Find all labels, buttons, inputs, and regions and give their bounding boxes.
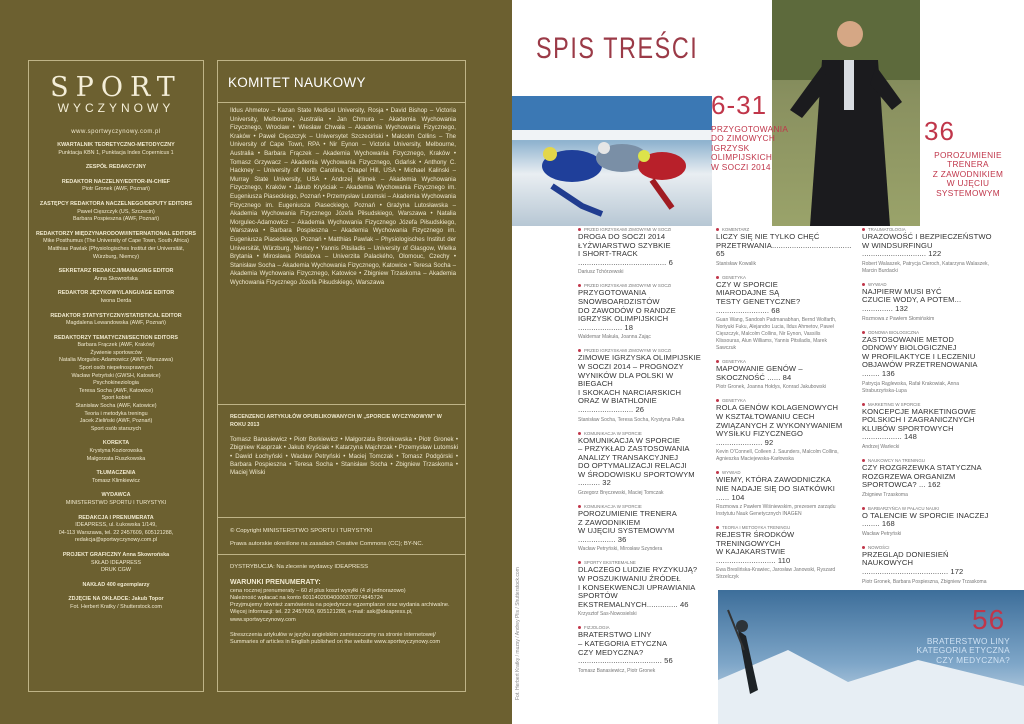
masthead-text: Iwona Derda (100, 297, 132, 304)
right-column (217, 60, 466, 692)
toc-entry[interactable] (862, 281, 992, 323)
toc-entry[interactable] (862, 226, 992, 275)
toc-category: PRZED IGRZYSKAMI ZIMOWYMI W SOCZI (578, 282, 708, 289)
feature-caption: PRZYGOTOWANIA DO ZIMOWYCH IGRZYSK OLIMPIJSKICH W SOCZI 2014 (711, 124, 789, 172)
masthead-entry (35, 335, 197, 434)
toc-authors: Ewa Breslińska-Krawiec, Jarosław Janowski, Ryszard Strzelczyk (716, 567, 836, 581)
masthead-text: Mike Posthumus (The University of Cape Town, South Africa) Matthias Pawlak (Physiologisches Institut der Universität, Würzburg, Niemcy) (43, 238, 189, 260)
toc-column (578, 226, 708, 681)
feature-number: 56 (972, 604, 1006, 635)
masthead-entry (35, 142, 197, 157)
toc-entry[interactable] (716, 524, 846, 581)
toc-title[interactable]: LICZY SIĘ NIE TYLKO CHĘĆ PRZETRWANIA.................................... 65 (716, 232, 852, 259)
masthead-text: Anna Skowrońska (94, 275, 138, 282)
toc-title[interactable]: MAPOWANIE GENÓW – SKOCZNOŚĆ ...... 84 (716, 364, 803, 382)
masthead-heading: REDAKTOR JĘZYKOWY/LANGUAGE EDITOR (57, 290, 175, 297)
toc-entry[interactable] (862, 544, 992, 586)
toc-entry[interactable] (862, 329, 992, 395)
toc-title[interactable]: O TALENCIE W SPORCIE INACZEJ ........ 168 (862, 510, 989, 529)
recenzenci-text: Tomasz Banasiewicz • Piotr Borkiewicz • Małgorzata Bronikowska • Piotr Gronek • Zbigniew Kasprzak • Jakub Kryściak • Katarzyna Majchrzak • Przemysław Lutomski • Dawid Łochyński • Wacław Petryński • Maciej Tomczak • Tomasz Podgórski • Barbara Pospieszna • Teresa Socha • Stanisław Socha • Zbigniew Trzaskoma • Maciej Wilski (230, 435, 458, 477)
toc-entry[interactable] (578, 624, 708, 674)
masthead-text: MINISTERSTWO SPORTU I TURYSTYKI (65, 499, 167, 506)
masthead-heading: TŁUMACZENIA (96, 470, 136, 477)
toc-authors: Patrycja Rąglewska, Rafał Krakowiak, Anna Straburzyńska-Lupa (862, 380, 959, 394)
toc-authors: Stanisław Kowalik (716, 260, 757, 267)
toc-title[interactable]: DROGA DO SOCZI 2014 ŁYŻWIARSTWO SZYBKIE I SHORT-TRACK ........................................ 6 (578, 232, 673, 267)
masthead-entry (35, 164, 197, 172)
feature-number: 36 (924, 116, 955, 146)
masthead-entry (35, 231, 197, 261)
masthead-heading: REDAKCJA I PRENUMERATA (78, 514, 154, 521)
toc-entry[interactable] (716, 469, 846, 518)
toc-entry[interactable] (716, 358, 846, 391)
masthead-heading: KWARTALNIK TEORETYCZNO-METODYCZNY (57, 142, 175, 148)
toc-title[interactable]: ZIMOWE IGRZYSKA OLIMPIJSKIE W SOCZI 2014 – PROGNOZY WYNIKÓW DLA POLSKI W BIEGACH I SKOKACH NARCIARSKICH ORAZ W BIATHLONIE ......................... 26 (578, 353, 701, 414)
toc-entry[interactable] (862, 505, 992, 538)
masthead-heading: ZESPÓŁ REDAKCYJNY (85, 164, 147, 171)
toc-category: BARBARZYŃCA W PAŁACU NAUKI (862, 505, 992, 512)
masthead-entry (35, 179, 197, 194)
toc-authors: Andrzej Warlecki (862, 443, 900, 450)
toc-authors: Piotr Gronek, Barbara Pospieszna, Zbigniew Trzaskoma (862, 578, 987, 585)
toc-authors: Robert Walaszek, Patrycja Cieroch, Katarzyna Walaszek, Marcin Burdacki (862, 260, 989, 274)
dystrybucja-text: DYSTRYBUCJA: Na zlecenie wydawcy IDEAPRESS (230, 564, 369, 570)
toc-title[interactable]: DLACZEGO LUDZIE RYZYKUJĄ? W POSZUKIWANIU ŹRÓDEŁ I KONSEKWENCJI UPRAWIANIA SPORTÓW EKSTREMALNYCH.............. 46 (578, 565, 698, 609)
logo-sport: SPORT (50, 72, 182, 103)
toc-entry[interactable] (716, 226, 852, 268)
masthead-text: SKŁAD IDEAPRESS DRUK CGW (90, 559, 142, 574)
toc-title[interactable]: PRZYGOTOWANIA SNOWBOARDZISTÓW DO ZAWODÓW O RANDZE IGRZYSK OLIMPIJSKICH .................... 18 (578, 288, 676, 332)
logo-wyczynowy: WYCZYNOWY (57, 101, 175, 115)
masthead-text: Magdalena Lewandowska (AWF, Poznań) (66, 320, 166, 327)
website-link[interactable]: www.sportwyczynowy.com.pl (71, 129, 161, 135)
masthead-heading: WYDAWCA (101, 492, 131, 499)
toc-category: GENETYKA (716, 358, 846, 365)
toc-authors: Rozmowa z Pawłem Wiśniewskim, prezesem zarządu Instytutu Nauk Genetycznych INAGEN (716, 504, 836, 518)
toc-title[interactable]: NAJPIERW MUSI BYĆ CZUCIE WODY, A POTEM... .............. 132 (862, 286, 962, 313)
toc-authors: Wacław Petryński (862, 530, 902, 537)
masthead-text: Paweł Cięszczyk (US, Szczecin) Barbara Pospieszna (AWF, Poznań) (72, 208, 160, 223)
toc-category: WYWIAD (862, 281, 992, 288)
toc-entry[interactable] (716, 274, 846, 352)
divider (218, 404, 465, 405)
toc-category: NOWOŚCI (862, 544, 992, 551)
toc-title[interactable]: REJESTR ŚRODKÓW TRENINGOWYCH W KAJAKARSTWIE ........................... 110 (716, 530, 795, 565)
toc-title[interactable]: BRATERSTWO LINY – KATEGORIA ETYCZNA CZY MEDYCZNA? ...................................... 56 (578, 630, 673, 666)
recenzenci-title: RECENZENCI ARTYKUŁÓW OPUBLIKOWANYCH W „SPORCIE WYCZYNOWYM” W ROKU 2013 (230, 414, 442, 429)
dystrybucja-section (230, 563, 458, 646)
toc-category: KOMUNIKACJA W SPORCIE (578, 430, 708, 437)
toc-category: WYWIAD (716, 469, 846, 476)
masthead-heading: PROJEKT GRAFICZNY Anna Skowrońska (62, 551, 170, 558)
toc-category: TEORIA I METODYKA TRENINGU (716, 524, 846, 531)
toc-authors: Dariusz Tchórzewski (578, 269, 624, 276)
toc-entry[interactable] (578, 347, 708, 423)
masthead-heading: KOREKTA (102, 440, 130, 447)
masthead-entry (35, 201, 197, 224)
toc-category: KOMUNIKACJA W SPORCIE (578, 503, 708, 510)
masthead-list (35, 142, 197, 612)
masthead-text: Barbara Frączek (AWF, Kraków) Żywienie sportowców Natalia Morgulec-Adamowicz (AWF, Warszawa) Sport osób niepełnosprawnych Wacław Petryński (GWSH, Katowice) Psychokineziologia Teresa Socha (AWF, Katowice) Sport kobiet Stanisław Socha (AWF, Katowice) Teoria i metodyka treningu Jacek Zieliński (AWF, Poznań) Sport osób starszych (58, 342, 174, 432)
toc-authors: Rozmowa z Pawłem Słomińskim (862, 315, 935, 322)
masthead-entry (35, 290, 197, 305)
masthead-text: Krystyna Koziorowska Małgorzata Ruszkowska (86, 448, 146, 462)
masthead-heading: ZASTĘPCY REDAKTORA NACZELNEGO/DEPUTY EDITORS (39, 200, 193, 207)
toc-title[interactable]: ZASTOSOWANIE METOD ODNOWY BIOLOGICZNEJ W PROFILAKTYCE I LECZENIU OBJAWÓW PRZETRENOWANIA ........ 136 (862, 334, 978, 378)
masthead-entry (35, 552, 197, 575)
license-line: Prawa autorskie określone na zasadach Creative Commons (CC); BY-NC. (230, 541, 424, 548)
page-title: SPIS TREŚCI (536, 32, 699, 65)
prenumerata-title: WARUNKI PRENUMERATY: (230, 579, 321, 587)
toc-title[interactable]: POROZUMIENIE TRENERA Z ZAWODNIKIEM W UJĘCIU SYSTEMOWYM ................. 36 (578, 509, 677, 544)
toc-category: MARKETING W SPORCIE (862, 401, 992, 408)
coach-photo (772, 0, 920, 226)
prenumerata-text: cena rocznej prenumeraty – 60 zł plus koszt wysyłki (4 zł jednorazowo) Należność wpłacać na konto 60114020040000370274845724 Przyjmujemy również zamówienia na pojedyncze egzemplarze oraz wydania archiwalne. Więcej informacji: tel. 22 2457609, 605121288, e-mail: ask@ideapress.pl, www.sportwyczynowy.com (230, 587, 450, 623)
masthead-entry (35, 596, 197, 611)
toc-category: FIZJOLOGIA (578, 624, 708, 631)
summaries-text: Streszczenia artykułów w języku angielskim zamieszczamy na stronie internetowej/ Summaries of articles in English published on the website www.sportwyczynowy.com (230, 631, 441, 646)
masthead-heading: NAKŁAD 400 egzemplarzy (82, 581, 150, 588)
masthead-text: IDEAPRESS, ul. Łukowska 1/149, 04-113 Warszawa, tel. 22 2457609, 605121288, redakcja@sportwyczynowy.com.pl (58, 522, 174, 544)
toc-title[interactable]: CZY W SPORCIE MIARODAJNE SĄ TESTY GENETYCZNE? ........................ 68 (716, 279, 801, 315)
masthead-text: Tomasz Klimkiewicz (92, 477, 140, 484)
feature-caption: BRATERSTWO LINY KATEGORIA ETYCZNA CZY MEDYCZNA? (916, 636, 1010, 665)
masthead-heading: REDAKTORZY MIĘDZYNARODOWI/INTERNATIONAL EDITORS (35, 230, 197, 237)
toc-title[interactable]: WIEMY, KTÓRA ZAWODNICZKA NIE NADAJE SIĘ DO SIATKÓWKI ...... 104 (716, 475, 836, 502)
toc-authors: Kevin O'Connell, Colleen J. Saunders, Malcolm Collins, Agnieszka Maciejewska-Karłowska (716, 449, 839, 463)
toc-title[interactable]: KOMUNIKACJA W SPORCIE – PRZYKŁAD ZASTOSOWANIA ANALIZY TRANSAKCYJNEJ DO OPTYMALIZACJI RELACJI W ŚRODOWISKU SPORTOWYM .......... 32 (578, 435, 695, 488)
komitet-text: Ildus Ahmetov – Kazan State Medical University, Rosja • David Bishop – Victoria University, Melbourne, Australia • Jan Chmura – Akademia Wychowania Fizycznego, Wrocław • Wiesław Chwała – Akademia Wychowania Fizycznego, Kraków • Paweł Cięszczyk – Uniwersytet Szczeciński • Malcolm Collins – The University of Cape Town, RPA • Nir Eynon – Victoria University, Melbourne, Australia • Barbara Frączek – Akademia Wychowania Fizycznego, Kraków • Tomasz Grzywacz – Akademia Wychowania Fizycznego, Gdańsk • Anthony C. Hackney – University of North Carolina, Chapel Hill, USA • Michael Kalinski – Murray State University, USA • Andrzej Klimek – Akademia Wychowania Fizycznego, Kraków • Jakub Kryściak – Akademia Wychowania Fizycznego im. Eugeniusza Piaseckiego, Poznań • Przemysław Lutomski – Akademia Wychowania Fizycznego im. Eugeniusza Piaseckiego, Poznań • Grażyna Lutosławska – Akademia Wychowania Fizycznego Józefa Piłsudskiego, Warszawa • Natalia Morgulec-Adamowicz – Akademia Wychowania Fizycznego Józefa Piłsudskiego, Warszawa • Barbara Pospieszna – Akademia Wychowania Fizycznego im. Eugeniusza Piaseckiego, Poznań • Matthias Pawlak – Physiologisches Institut der Universität, Würzburg, Niemcy • Yannis Pitsiladis – University of Glasgow, Wielka Brytania • Mirosława Pridalova – Univerzita Palackého, Olomouc, Czechy • Stanisław Socha – Akademia Wychowania Fizycznego, Katowice • Teresa Socha – Akademia Wychowania Fizycznego, Katowice • Zbigniew Trzaskoma – Akademia Wychowania Fizycznego Józefa Piłsudskiego, Warszawa (230, 107, 456, 286)
masthead-heading: REDAKTORZY TEMATYCZNI/SECTION EDITORS (54, 334, 178, 341)
masthead-entry (35, 470, 197, 485)
komitet-title: KOMITET NAUKOWY (218, 61, 465, 103)
toc-title[interactable]: ROLA GENÓW KOLAGENOWYCH W KSZTAŁTOWANIU CECH ZWIĄZANYCH Z WYKONYWANIEM WYSIŁKU FIZYCZNEGO ..................... 92 (716, 403, 843, 447)
masthead-column (28, 60, 204, 692)
masthead-heading: REDAKTOR STATYSTYCZNY/STATISTICAL EDITOR (50, 312, 182, 319)
toc-authors: Guan Wang, Sandosh Padmanabhan, Bernd Wolfarth, Noriyuki Fuku, Alejandro Lucia, Ildus Ahmetov, Paweł Cięszczyk, Malcolm Collins, Nir Eynon, Vassilis Klissouras, Alun Williams, Yannis Pitsiladis, Marek Sawczuk (716, 317, 837, 352)
masthead-heading: REDAKTOR NACZELNY/EDITOR-IN-CHIEF (61, 178, 171, 185)
toc-category: PRZED IGRZYSKAMI ZIMOWYMI W SOCZI (578, 226, 708, 233)
toc-entry[interactable] (578, 282, 708, 341)
toc-category: ODNOWA BIOLOGICZNA (862, 329, 992, 336)
masthead-heading: SEKRETARZ REDAKCJI/MANAGING EDITOR (58, 268, 174, 275)
divider (218, 554, 465, 555)
toc-column (862, 226, 992, 592)
toc-category: SPORTY EKSTREMALNE (578, 559, 708, 566)
divider (218, 517, 465, 518)
feature-number: 6-31 (711, 90, 768, 120)
feature-caption: POROZUMIENIE TRENERA Z ZAWODNIKIEM W UJĘCIU SYSTEMOWYM (932, 150, 1004, 198)
toc-authors: Grzegorz Bręczewski, Maciej Tomczak (578, 490, 664, 497)
toc-entry[interactable] (862, 457, 992, 499)
toc-category: GENETYKA (716, 397, 846, 404)
toc-category: GENETYKA (716, 274, 846, 281)
toc-authors: Wacław Petryński, Mirosław Szyndera (578, 546, 663, 553)
masthead-entry (35, 492, 197, 507)
toc-authors: Waldemar Makuła, Joanna Zając (578, 334, 651, 341)
toc-entry[interactable] (578, 503, 708, 553)
toc-authors: Stanisław Socha, Teresa Socha, Krystyna Pałka (578, 416, 685, 423)
masthead-entry (35, 268, 197, 283)
recenzenci-section (230, 413, 458, 478)
toc-title[interactable]: PRZEGLĄD DONIESIEŃ NAUKOWYCH ....................................... 172 (862, 549, 964, 577)
toc-entry[interactable] (716, 397, 846, 463)
copyright-section (230, 527, 458, 549)
toc-entry[interactable] (578, 430, 708, 498)
speed-skaters-photo (512, 96, 712, 226)
masthead-text: Punktacja KBN 1, Punktacja Index Copernicus 1 (58, 149, 174, 156)
toc-entry[interactable] (862, 401, 992, 451)
toc-authors: Piotr Gronek, Joanna Hołdys, Konrad Jakubowski (716, 384, 827, 391)
masthead-entry (35, 582, 197, 590)
toc-authors: Krzysztof Sas-Nowosielski (578, 611, 637, 618)
masthead-text: Piotr Gronek (AWF, Poznań) (82, 186, 150, 193)
masthead-heading: ZDJĘCIE NA OKŁADCE: Jakub Topor (68, 596, 164, 603)
toc-category: NAUKOWCY NA TRENINGU (862, 457, 992, 464)
toc-title[interactable]: KONCEPCJE MARKETINGOWE POLSKICH I ZAGRANICZNYCH KLUBÓW SPORTOWYCH .................. 148 (862, 406, 977, 442)
toc-title[interactable]: URAZOWOŚĆ I BEZPIECZEŃSTWO W WINDSURFINGU ............................. 122 (862, 232, 992, 259)
toc-entry[interactable] (578, 559, 708, 618)
toc-title[interactable]: CZY ROZGRZEWKA STATYCZNA ROZGRZEWA ORGANIZM SPORTOWCA? ... 162 (862, 462, 982, 490)
toc-column (716, 226, 852, 587)
toc-entry[interactable] (578, 226, 708, 276)
masthead-text: Fot. Herbert Kratky / Shutterstock.com (70, 603, 162, 610)
toc-category: PRZED IGRZYSKAMI ZIMOWYMI W SOCZI (578, 347, 708, 354)
toc-category: TRAUMATOLOGIA (862, 226, 992, 233)
masthead-entry (35, 440, 197, 463)
masthead-entry (35, 515, 197, 545)
copyright-line: © Copyright MINISTERSTWO SPORTU I TURYSTYKI (230, 528, 373, 534)
photo-credit: Fot. Herbert Kratky / muzsy / Andrey Plis / Shutterstock.com (515, 567, 521, 700)
toc-authors: Zbigniew Trzaskoma (862, 491, 908, 498)
toc-category: KOMENTARZ (716, 226, 846, 233)
toc-authors: Tomasz Banasiewicz, Piotr Gronek (578, 667, 656, 674)
masthead-entry (35, 313, 197, 328)
